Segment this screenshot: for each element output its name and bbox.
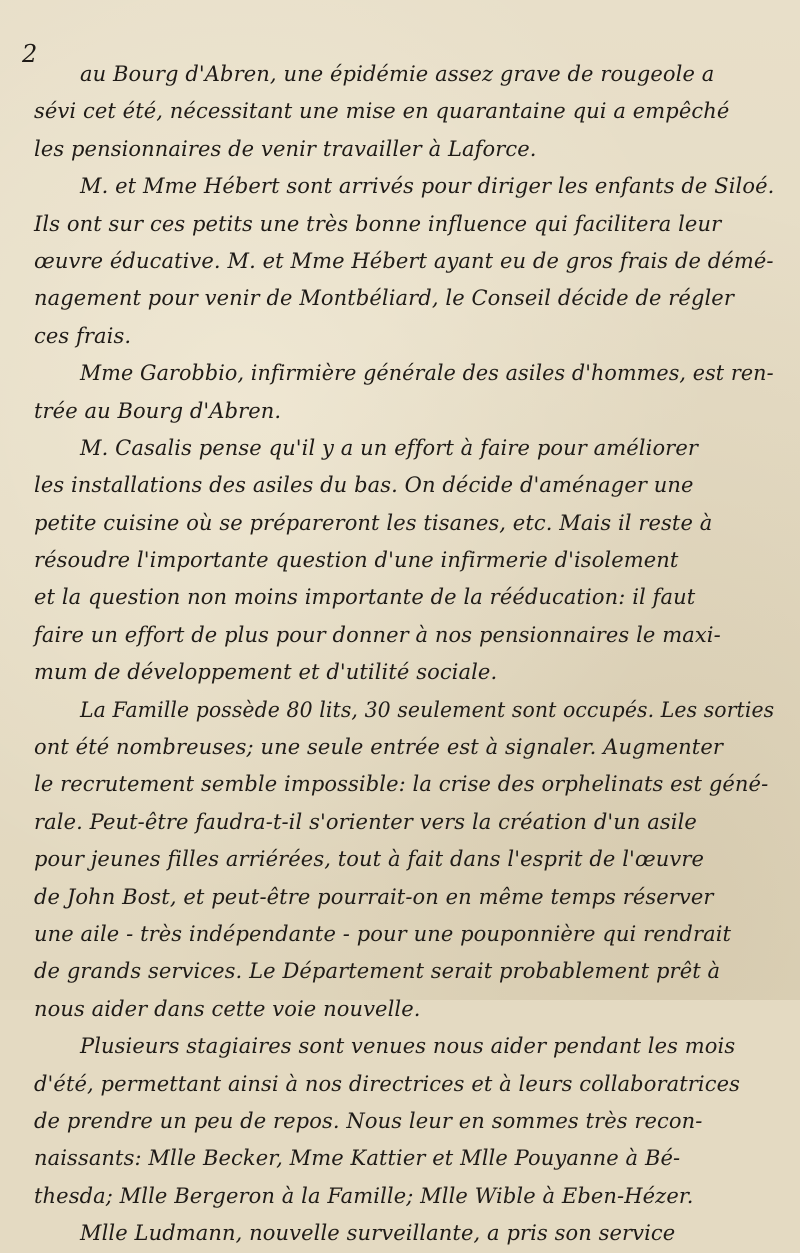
text-line: nous aider dans cette voie nouvelle. bbox=[34, 996, 421, 1021]
text-line: résoudre l'importante question d'une infirmerie d'isolement bbox=[34, 548, 679, 573]
text-line: faire un effort de plus pour donner à nos pensionnaires le maxi- bbox=[34, 622, 721, 647]
text-line: La Famille possède 80 lits, 30 seulement sont occupés. Les sorties bbox=[80, 697, 775, 722]
text-line: de John Bost, et peut-être pourrait-on en même temps réserver bbox=[34, 884, 714, 909]
text-line: œuvre éducative. M. et Mme Hébert ayant eu de gros frais de démé- bbox=[34, 248, 774, 273]
text-line: sévi cet été, nécessitant une mise en quarantaine qui a empêché bbox=[34, 99, 730, 124]
text-line: petite cuisine où se prépareront les tisanes, etc. Mais il reste à bbox=[34, 510, 713, 535]
text-line: thesda; Mlle Bergeron à la Famille; Mlle Wible à Eben-Hézer. bbox=[34, 1183, 694, 1208]
text-line: de grands services. Le Département serait probablement prêt à bbox=[34, 959, 721, 984]
text-line: pour jeunes filles arriérées, tout à fait dans l'esprit de l'œuvre bbox=[34, 847, 704, 872]
text-line: Mme Garobbio, infirmière générale des asiles d'hommes, est ren- bbox=[80, 361, 774, 386]
text-line: Plusieurs stagiaires sont venues nous aider pendant les mois bbox=[80, 1034, 736, 1059]
text-line: le recrutement semble impossible: la crise des orphelinats est géné- bbox=[34, 772, 769, 797]
handwritten-text-body bbox=[34, 56, 774, 1253]
text-line: de prendre un peu de repos. Nous leur en sommes très recon- bbox=[34, 1108, 703, 1133]
text-line: ces frais. bbox=[34, 323, 132, 348]
text-line: trée au Bourg d'Abren. bbox=[34, 398, 282, 423]
text-line: rale. Peut-être faudra-t-il s'orienter vers la création d'un asile bbox=[34, 809, 697, 834]
text-line: une aile - très indépendante - pour une pouponnière qui rendrait bbox=[34, 921, 732, 946]
text-line: mum de développement et d'utilité sociale. bbox=[34, 660, 498, 685]
text-line: ont été nombreuses; une seule entrée est à signaler. Augmenter bbox=[34, 735, 723, 760]
page-number: 2 bbox=[22, 40, 38, 68]
text-line: naissants: Mlle Becker, Mme Kattier et Mlle Pouyanne à Bé- bbox=[34, 1146, 681, 1171]
text-line: nagement pour venir de Montbéliard, le Conseil décide de régler bbox=[34, 286, 734, 311]
text-line: d'été, permettant ainsi à nos directrices et à leurs collaboratrices bbox=[34, 1071, 740, 1096]
text-line: les pensionnaires de venir travailler à Laforce. bbox=[34, 136, 537, 161]
text-line: au Bourg d'Abren, une épidémie assez grave de rougeole a bbox=[80, 62, 715, 86]
text-line: M. Casalis pense qu'il y a un effort à faire pour améliorer bbox=[80, 435, 698, 460]
text-line: M. et Mme Hébert sont arrivés pour diriger les enfants de Siloé. bbox=[80, 174, 775, 199]
text-line: Ils ont sur ces petits une très bonne influence qui facilitera leur bbox=[34, 211, 722, 236]
text-line: Mlle Ludmann, nouvelle surveillante, a pris son service bbox=[80, 1221, 676, 1246]
text-line: les installations des asiles du bas. On décide d'aménager une bbox=[34, 473, 694, 498]
text-line: et la question non moins importante de la rééducation: il faut bbox=[34, 585, 696, 610]
